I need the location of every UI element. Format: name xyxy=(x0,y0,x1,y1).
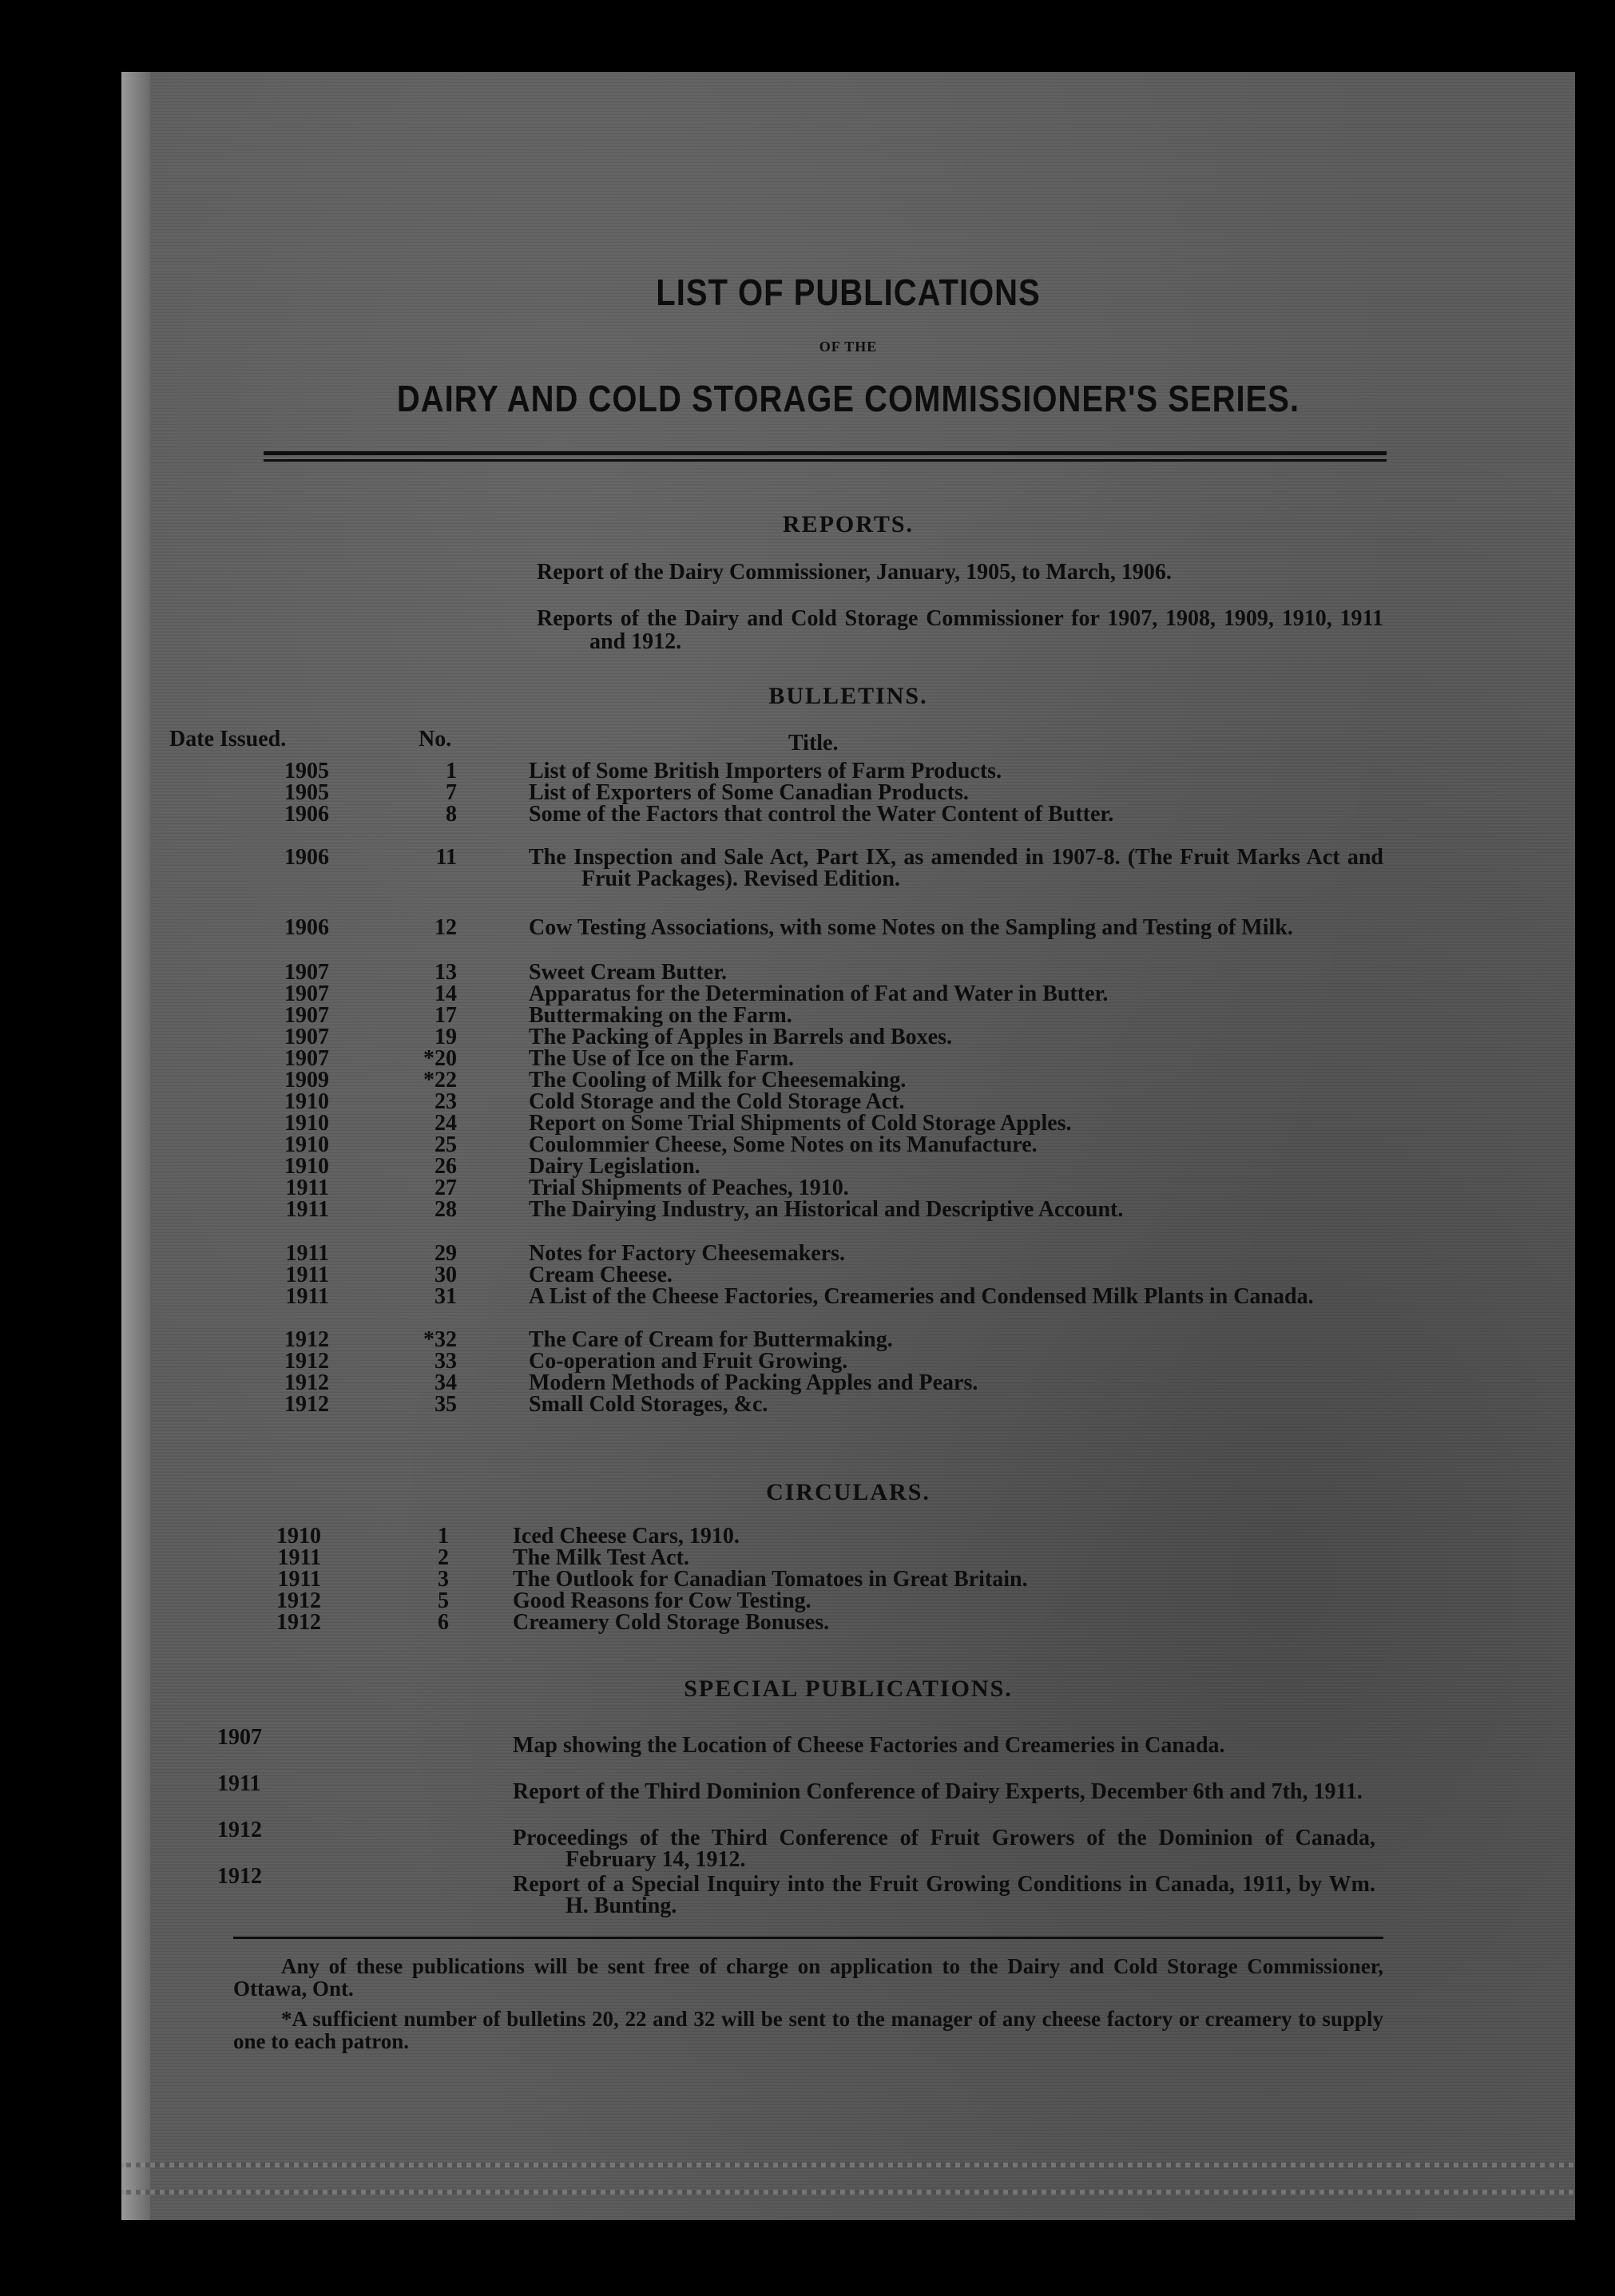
row-year: 1907 xyxy=(284,1003,329,1028)
row-title: Buttermaking on the Farm. xyxy=(529,1003,792,1028)
row-title: List of Exporters of Some Canadian Products. xyxy=(529,780,969,805)
reports-heading: REPORTS. xyxy=(782,511,915,537)
special-publications-heading: SPECIAL PUBLICATIONS. xyxy=(684,1675,1013,1702)
row-number: *32 xyxy=(423,1327,457,1352)
document-page xyxy=(121,72,1575,2220)
row-number: 13 xyxy=(435,960,457,985)
row-year: 1907 xyxy=(217,1725,262,1750)
row-year: 1910 xyxy=(284,1154,329,1179)
row-number: 2 xyxy=(438,1545,449,1570)
row-number: 11 xyxy=(435,845,457,870)
column-header-date: Date Issued. xyxy=(169,727,287,751)
row-year: 1906 xyxy=(284,845,329,870)
row-title: Modern Methods of Packing Apples and Pears. xyxy=(529,1370,978,1395)
row-number: 6 xyxy=(438,1610,449,1635)
row-title: Apparatus for the Determination of Fat and Water in Butter. xyxy=(529,981,1109,1006)
row-title: The Packing of Apples in Barrels and Boxes. xyxy=(529,1025,953,1049)
column-header-no: No. xyxy=(419,727,452,751)
row-title: Dairy Legislation. xyxy=(529,1154,700,1179)
row-title: Coulommier Cheese, Some Notes on its Manufacture. xyxy=(529,1132,1038,1157)
row-number: *22 xyxy=(423,1068,457,1092)
row-number: 26 xyxy=(435,1154,457,1179)
row-title: Sweet Cream Butter. xyxy=(529,960,728,985)
row-year: 1910 xyxy=(284,1089,329,1114)
row-number: 33 xyxy=(435,1349,457,1374)
table-row xyxy=(121,1864,1575,1918)
row-number: 19 xyxy=(435,1025,457,1049)
row-title: Small Cold Storages, &c. xyxy=(529,1392,768,1417)
scan-artifact xyxy=(121,2163,1575,2167)
row-year: 1911 xyxy=(285,1241,329,1266)
row-title: Creamery Cold Storage Bonuses. xyxy=(513,1610,830,1635)
table-row xyxy=(121,1199,1575,1247)
row-number: 27 xyxy=(435,1176,457,1200)
row-year: 1912 xyxy=(284,1327,329,1352)
row-year: 1907 xyxy=(284,960,329,985)
row-year: 1911 xyxy=(285,1176,329,1200)
row-title: The Milk Test Act. xyxy=(513,1545,689,1570)
row-number: 34 xyxy=(435,1370,457,1395)
row-number: 28 xyxy=(435,1197,457,1222)
row-year: 1911 xyxy=(217,1771,261,1796)
row-title: Cold Storage and the Cold Storage Act. xyxy=(529,1089,905,1114)
row-title: List of Some British Importers of Farm Products. xyxy=(529,759,1002,783)
report-item: Reports of the Dairy and Cold Storage Commissioner for 1907, 1908, 1909, 1910, 1911 and 1912. xyxy=(537,606,1383,654)
row-title: The Dairying Industry, an Historical and Descriptive Account. xyxy=(529,1197,1124,1222)
row-year: 1910 xyxy=(276,1524,321,1549)
row-year: 1912 xyxy=(217,1864,262,1889)
circulars-heading: CIRCULARS. xyxy=(766,1479,931,1505)
row-year: 1905 xyxy=(284,780,329,805)
row-year: 1912 xyxy=(284,1349,329,1374)
row-year: 1911 xyxy=(277,1567,321,1592)
row-number: 1 xyxy=(446,759,457,783)
row-title: Report on Some Trial Shipments of Cold Storage Apples. xyxy=(529,1111,1072,1136)
row-number: 8 xyxy=(446,802,457,827)
row-year: 1912 xyxy=(276,1610,321,1635)
row-year: 1907 xyxy=(284,1025,329,1049)
title-line-2: OF THE xyxy=(819,339,878,355)
row-number: 17 xyxy=(435,1003,457,1028)
row-title: Proceedings of the Third Conference of Fruit Growers of the Dominion of Canada, February 14, 1912. xyxy=(513,1826,1375,1872)
row-year: 1911 xyxy=(285,1263,329,1287)
row-title: The Outlook for Canadian Tomatoes in Great Britain. xyxy=(513,1567,1028,1592)
row-title: Report of a Special Inquiry into the Fruit Growing Conditions in Canada, 1911, by Wm. H. Bunting. xyxy=(513,1872,1375,1918)
row-year: 1907 xyxy=(284,981,329,1006)
row-title: Map showing the Location of Cheese Factories and Creameries in Canada. xyxy=(513,1733,1225,1758)
row-number: 24 xyxy=(435,1111,457,1136)
row-number: 14 xyxy=(435,981,457,1006)
table-row xyxy=(121,803,1575,851)
table-row xyxy=(121,1818,1575,1872)
column-header-title: Title. xyxy=(788,731,839,755)
row-title: Cow Testing Associations, with some Notes on the Sampling and Testing of Milk. xyxy=(529,915,1293,940)
row-title: Notes for Factory Cheesemakers. xyxy=(529,1241,846,1266)
row-year: 1912 xyxy=(284,1370,329,1395)
row-year: 1911 xyxy=(277,1545,321,1570)
row-year: 1911 xyxy=(285,1284,329,1309)
table-row xyxy=(121,1773,1575,1821)
table-row xyxy=(121,1286,1575,1334)
table-row xyxy=(121,917,1575,965)
row-year: 1910 xyxy=(284,1132,329,1157)
row-number: 5 xyxy=(438,1588,449,1613)
row-number: 23 xyxy=(435,1089,457,1114)
bulletins-heading: BULLETINS. xyxy=(768,683,928,709)
row-year: 1909 xyxy=(284,1068,329,1092)
row-year: 1907 xyxy=(284,1046,329,1071)
row-number: 1 xyxy=(438,1524,449,1549)
row-title: Co-operation and Fruit Growing. xyxy=(529,1349,848,1374)
row-year: 1912 xyxy=(284,1392,329,1417)
row-year: 1912 xyxy=(217,1818,262,1842)
title-line-1: LIST OF PUBLICATIONS xyxy=(656,272,1041,314)
notice-paragraph: Any of these publications will be sent free of charge on application to the Dairy and Cold Storage Commissioner, Ottawa, Ont. xyxy=(233,1954,1383,2001)
row-title: Good Reasons for Cow Testing. xyxy=(513,1588,811,1613)
row-number: 29 xyxy=(435,1241,457,1266)
header-rule-bottom xyxy=(264,459,1387,462)
report-item: Report of the Dairy Commissioner, January, 1905, to March, 1906. xyxy=(537,560,1172,585)
row-number: 12 xyxy=(435,915,457,940)
row-number: 31 xyxy=(435,1284,457,1309)
header-rule-top xyxy=(264,451,1387,455)
row-year: 1905 xyxy=(284,759,329,783)
table-row xyxy=(121,847,1575,894)
row-number: 7 xyxy=(446,780,457,805)
row-year: 1910 xyxy=(284,1111,329,1136)
row-title: Some of the Factors that control the Water Content of Butter. xyxy=(529,802,1114,827)
table-row xyxy=(121,1394,1575,1441)
row-title: The Use of Ice on the Farm. xyxy=(529,1046,795,1071)
scan-artifact xyxy=(121,2190,1575,2195)
notice-footnote: *A sufficient number of bulletins 20, 22 and 32 will be sent to the manager of any cheese factory or creamery to supply one to each patron. xyxy=(233,2007,1383,2053)
row-title: Report of the Third Dominion Conference of Dairy Experts, December 6th and 7th, 1911. xyxy=(513,1779,1363,1804)
row-number: 3 xyxy=(438,1567,449,1592)
title-line-3: DAIRY AND COLD STORAGE COMMISSIONER'S SERIES. xyxy=(396,379,1300,420)
row-title: The Cooling of Milk for Cheesemaking. xyxy=(529,1068,907,1092)
row-title: Iced Cheese Cars, 1910. xyxy=(513,1524,740,1549)
footer-rule xyxy=(233,1937,1383,1939)
row-title: Trial Shipments of Peaches, 1910. xyxy=(529,1176,849,1200)
row-number: 35 xyxy=(435,1392,457,1417)
row-title: The Care of Cream for Buttermaking. xyxy=(529,1327,893,1352)
row-title: The Inspection and Sale Act, Part IX, as amended in 1907-8. (The Fruit Marks Act and Fruit Packages). Revised Edition. xyxy=(529,845,1383,891)
row-number: 25 xyxy=(435,1132,457,1157)
row-year: 1906 xyxy=(284,915,329,940)
row-number: *20 xyxy=(423,1046,457,1071)
table-row xyxy=(121,1612,1575,1660)
row-title: Cream Cheese. xyxy=(529,1263,673,1287)
row-year: 1906 xyxy=(284,802,329,827)
row-title: A List of the Cheese Factories, Creameries and Condensed Milk Plants in Canada. xyxy=(529,1284,1314,1309)
row-year: 1912 xyxy=(276,1588,321,1613)
table-row xyxy=(121,1727,1575,1775)
row-year: 1911 xyxy=(285,1197,329,1222)
row-number: 30 xyxy=(435,1263,457,1287)
